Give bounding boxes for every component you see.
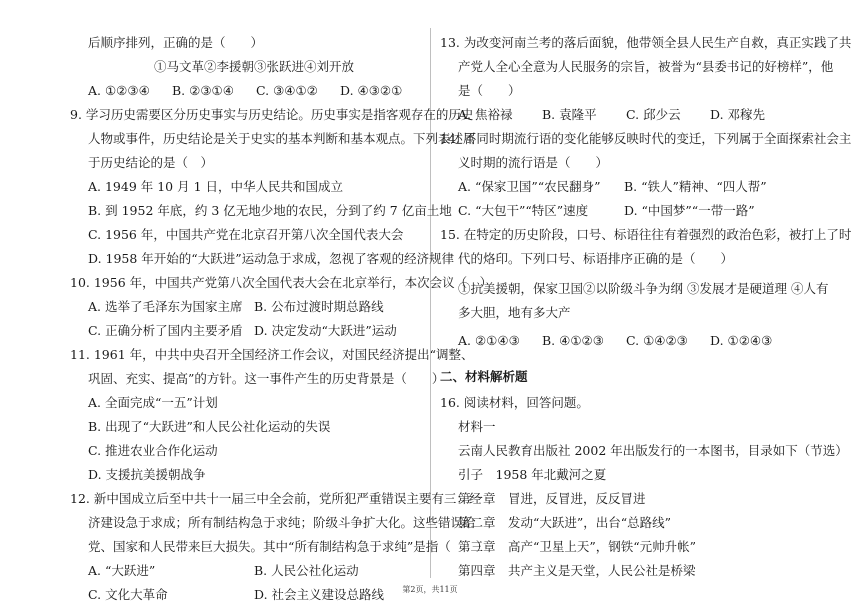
q13-stem-line3: 是（ ） xyxy=(458,83,521,98)
q14-option-d: D. “中国梦”“一带一路” xyxy=(624,203,755,218)
q10-option-a: A. 选举了毛泽东为国家主席 xyxy=(88,299,243,314)
q12-option-d: D. 社会主义建设总路线 xyxy=(254,587,385,602)
q11-stem-line1: 11. 1961 年，中共中央召开全国经济工作会议，对国民经济提出“调整、 xyxy=(70,347,474,362)
q9-option-a: A. 1949 年 10 月 1 日，中华人民共和国成立 xyxy=(88,179,344,194)
q13-option-a: A. 焦裕禄 xyxy=(458,107,513,122)
q13-option-d: D. 邓稼先 xyxy=(710,107,766,122)
q12-option-a: A. “大跃进” xyxy=(88,563,156,578)
section-heading: 二、材料解析题 xyxy=(440,369,528,384)
q9-stem-line1: 9. 学习历史需要区分历史事实与历史结论。历史事实是指客观存在的历史 xyxy=(70,107,474,122)
q11-option-d: D. 支援抗美援朝战争 xyxy=(88,467,206,482)
q11-option-a: A. 全面完成“一五”计划 xyxy=(88,395,218,410)
q16-stem: 16. 阅读材料，回答问题。 xyxy=(440,395,589,410)
q14-options-row1 xyxy=(458,178,767,196)
q12-stem-line2: 济建设急于求成；所有制结构急于求纯；阶级斗争扩大化。这些错误给 xyxy=(88,515,476,530)
q15-stem-line2: 代的烙印。下列口号、标语排序正确的是（ ） xyxy=(458,251,734,266)
q8-continuation: 后顺序排列，正确的是（ ） xyxy=(88,35,264,50)
q8-option-d: D. ④③②① xyxy=(340,83,403,98)
q10-option-b: B. 公布过渡时期总路线 xyxy=(254,299,384,314)
q16-chapter-3: 第三章 高产“卫星上天”，钢铁“元帅升帐” xyxy=(458,539,697,554)
q16-intro: 引子 1958 年北戴河之夏 xyxy=(458,467,607,482)
q16-chapter-4: 第四章 共产主义是天堂，人民公社是桥梁 xyxy=(458,563,696,578)
q16-description: 云南人民教育出版社 2002 年出版发行的一本图书，目录如下（节选） xyxy=(458,443,848,458)
q8-option-c: C. ③④①② xyxy=(256,83,318,98)
q8-options xyxy=(88,82,402,100)
q14-option-b: B. “铁人”精神、“四人帮” xyxy=(624,179,767,194)
q14-stem-line1: 14. 不同时期流行语的变化能够反映时代的变迁，下列属于全面探索社会主 xyxy=(440,131,852,146)
q15-items-line1: ①抗美援朝，保家卫国②以阶级斗争为纲 ③发展才是硬道理 ④人有 xyxy=(458,281,829,296)
q9-stem-line3: 于历史结论的是（ ） xyxy=(88,155,214,170)
q16-chapter-2: 第二章 发动“大跃进”，出台“总路线” xyxy=(458,515,672,530)
q13-stem-line1: 13. 为改变河南兰考的落后面貌，他带领全县人民生产自救，真正实践了共 xyxy=(440,35,852,50)
q9-option-d: D. 1958 年开始的“大跃进”运动急于求成，忽视了客观的经济规律 xyxy=(88,251,455,266)
q8-items: ①马文革②李援朝③张跃进④刘开放 xyxy=(153,59,354,74)
q10-option-c: C. 正确分析了国内主要矛盾 xyxy=(88,323,243,338)
q9-option-b: B. 到 1952 年底，约 3 亿无地少地的农民，分到了约 7 亿亩土地 xyxy=(88,203,452,218)
q15-stem-line1: 15. 在特定的历史阶段，口号、标语往往有着强烈的政治色彩，被打上了时 xyxy=(440,227,852,242)
q10-options-row1 xyxy=(88,298,384,316)
q9-option-c: C. 1956 年，中国共产党在北京召开第八次全国代表大会 xyxy=(88,227,404,242)
q11-stem-line2: 巩固、充实、提高”的方针。这一事件产生的历史背景是（ ） xyxy=(88,371,445,386)
q14-option-c: C. “大包干”“特区”速度 xyxy=(458,203,589,218)
q14-options-row2 xyxy=(458,202,755,220)
q9-stem-line2: 人物或事件，历史结论是关于史实的基本判断和基本观点。下列表述属 xyxy=(88,131,476,146)
q12-option-c: C. 文化大革命 xyxy=(88,587,168,602)
page-footer: 第2页，共11页 xyxy=(402,585,458,594)
q12-option-b: B. 人民公社化运动 xyxy=(254,563,359,578)
q15-items-line2: 多大胆，地有多大产 xyxy=(458,305,571,320)
q16-chapter-1: 第一章 冒进，反冒进，反反冒进 xyxy=(458,491,646,506)
q15-option-d: D. ①②④③ xyxy=(710,333,773,348)
q12-options-row1 xyxy=(88,562,359,580)
q13-options xyxy=(458,106,765,124)
q15-options xyxy=(458,332,772,350)
q16-material-label: 材料一 xyxy=(458,419,496,434)
q12-stem-line3: 党、国家和人民带来巨大损失。其中“所有制结构急于求纯”是指（ ） xyxy=(88,539,489,554)
q15-option-b: B. ④①②③ xyxy=(542,333,604,348)
q10-options-row2 xyxy=(88,322,397,340)
q11-option-c: C. 推进农业合作化运动 xyxy=(88,443,218,458)
q15-option-a: A. ②①④③ xyxy=(458,333,520,348)
q14-option-a: A. “保家卫国”“农民翻身” xyxy=(458,179,601,194)
q13-option-c: C. 邱少云 xyxy=(626,107,681,122)
q13-option-b: B. 袁隆平 xyxy=(542,107,597,122)
q14-stem-line2: 义时期的流行语是（ ） xyxy=(458,155,609,170)
q8-option-a: A. ①②③④ xyxy=(88,83,150,98)
q8-option-b: B. ②③①④ xyxy=(172,83,234,98)
q15-option-c: C. ①④②③ xyxy=(626,333,688,348)
q12-stem-line1: 12. 新中国成立后至中共十一届三中全会前，党所犯严重错误主要有三：经 xyxy=(70,491,482,506)
q11-option-b: B. 出现了“大跃进”和人民公社化运动的失误 xyxy=(88,419,331,434)
q10-option-d: D. 决定发动“大跃进”运动 xyxy=(254,323,397,338)
q10-stem: 10. 1956 年，中国共产党第八次全国代表大会在北京举行，本次会议（ ） xyxy=(70,275,493,290)
q13-stem-line2: 产党人全心全意为人民服务的宗旨，被誉为“县委书记的好榜样”，他 xyxy=(458,59,834,74)
